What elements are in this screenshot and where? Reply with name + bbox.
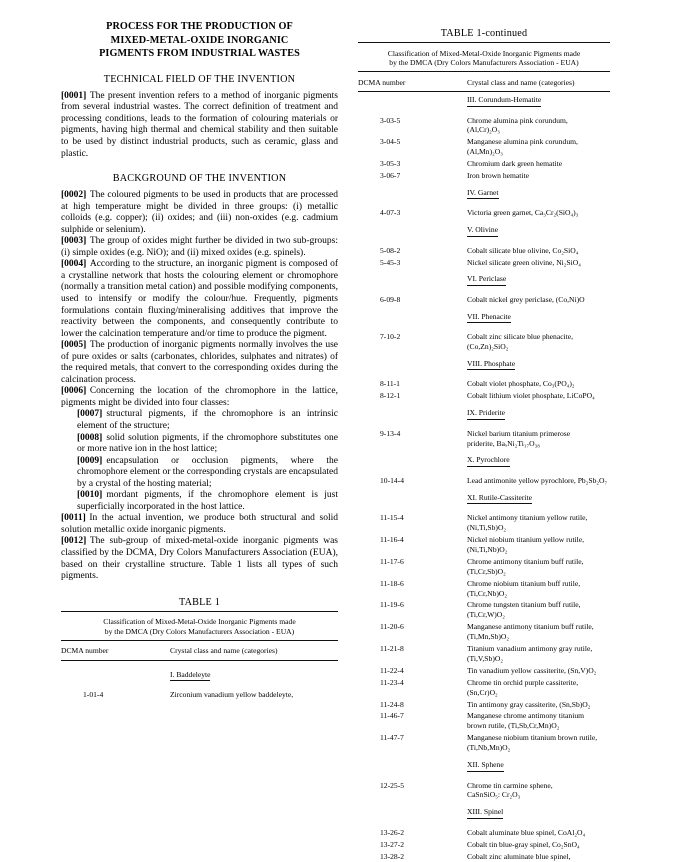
row-dcma-number (358, 311, 467, 324)
table-row (358, 621, 610, 643)
paragraph-0003 (61, 236, 338, 259)
row-dcma-number: 11-46-7 (380, 711, 404, 721)
table-row (358, 475, 610, 487)
row-crystal-name-line: (Ni,Ti,Sb)O₂ (467, 523, 507, 533)
row-crystal-name (467, 643, 610, 665)
paragraph-text: structural pigments, if the chromophore is an intrinsic element of the structure; (77, 409, 338, 431)
row-dcma-number: 3-05-3 (380, 159, 401, 169)
table-left-caption (61, 614, 338, 641)
group-label-text: IV. Garnet (467, 188, 499, 199)
table-row (358, 759, 610, 772)
row-dcma-number: 11-47-7 (380, 733, 404, 743)
row-crystal-name-line: Nickel silicate green olivine, Ni₂SiO₄ (467, 257, 581, 267)
row-crystal-name-line: (Ti,Mn,Sb)O₂ (467, 632, 510, 642)
row-crystal-name-line: Manganese alumina pink corundum, (467, 137, 578, 147)
row-dcma-number: 10-14-4 (380, 475, 405, 485)
row-crystal-name-line: Chrome alumina pink corundum, (467, 115, 568, 125)
title-line-3: PIGMENTS FROM INDUSTRIAL WASTES (99, 48, 300, 60)
row-dcma-number: 11-15-4 (380, 513, 404, 523)
table-spacer (358, 287, 610, 294)
paragraph-0004 (61, 259, 338, 340)
row-crystal-name-line: (Al,Mn)₂O₃ (467, 147, 503, 157)
table-row (358, 512, 610, 534)
row-group-label (467, 187, 610, 200)
row-crystal-name-line: Chrome tin carmine sphene, (467, 780, 553, 790)
table-row (358, 331, 610, 353)
row-dcma-number (358, 492, 467, 505)
row-dcma-number (358, 187, 467, 200)
group-label-text: VIII. Phosphate (467, 359, 515, 370)
paragraph-0006 (61, 386, 338, 409)
table-spacer (358, 421, 610, 428)
row-dcma-number (358, 358, 467, 371)
row-crystal-name-line: Cobalt zinc aluminate blue spinel, (467, 851, 571, 861)
row-dcma-number: 6-09-8 (380, 294, 401, 304)
table-row (358, 732, 610, 754)
row-crystal-name-line: CaSnSiO₅: Cr₂O₃ (467, 790, 521, 800)
row-crystal-name-line: Cobalt nickel grey periclase, (Co,Ni)O (467, 294, 585, 304)
column-header-dcma-number: DCMA number (61, 646, 109, 656)
row-crystal-name-line: Manganese antimony titanium buff rutile, (467, 622, 594, 632)
row-group-label (467, 492, 610, 505)
row-crystal-name (467, 207, 610, 219)
paragraph-number: [0004] (61, 259, 87, 270)
row-dcma-number: 13-27-2 (380, 839, 405, 849)
row-crystal-name (467, 710, 610, 732)
caption-line-1: Classification of Mixed-Metal-Oxide Inorganic Pigments made (103, 617, 296, 627)
table-row (358, 257, 610, 269)
table-row (358, 187, 610, 200)
row-dcma-number: 11-16-4 (380, 534, 404, 544)
row-crystal-name-line: Chrome tungsten titanium buff rutile, (467, 600, 581, 610)
table-spacer (358, 324, 610, 331)
row-crystal-name-line: Iron brown hematite (467, 171, 529, 181)
row-crystal-name (467, 158, 610, 170)
paragraph-0007 (77, 409, 338, 432)
table-row (61, 689, 338, 701)
row-crystal-name-line: (Sn,Cr)O₂ (467, 687, 498, 697)
table-row (358, 827, 610, 839)
group-label-text: XIII. Spinel (467, 807, 503, 818)
group-label-text: VII. Phenacite (467, 312, 511, 323)
row-crystal-name (467, 599, 610, 621)
row-crystal-name (467, 780, 610, 802)
table-left-body (61, 611, 338, 701)
row-crystal-name-line: (Ti,Cr,W)O₂ (467, 610, 505, 620)
table-row (358, 294, 610, 306)
row-group-label (467, 94, 610, 107)
row-dcma-number: 9-13-4 (380, 428, 401, 438)
paragraph-number: [0011] (61, 513, 86, 524)
row-dcma-number: 3-03-5 (380, 115, 401, 125)
row-crystal-name-line: Titanium vanadium antimony gray rutile, (467, 644, 593, 654)
paragraph-text: solid solution pigments, if the chromophore substitutes one or more native ion in the host lattice; (77, 432, 338, 455)
row-crystal-name-line: Cobalt aluminate blue spinel, CoAl₂O₄ (467, 827, 586, 837)
row-crystal-name-line: (Ti,V,Sb)O₂ (467, 653, 503, 663)
row-dcma-number: 11-24-8 (380, 699, 404, 709)
row-crystal-name-line: Chromium dark green hematite (467, 159, 563, 169)
row-dcma-number (358, 94, 467, 107)
row-crystal-name (467, 390, 610, 402)
row-crystal-name-line: (Ti,Cr,Nb)O₂ (467, 588, 508, 598)
table-row (358, 643, 610, 665)
row-dcma-number: 3-04-5 (380, 137, 401, 147)
caption-line-2: by the DMCA (Dry Colors Manufacturers Association - EUA) (104, 626, 295, 636)
group-label-text: VI. Periclase (467, 274, 506, 285)
row-crystal-name-line: Cobalt violet phosphate, Co₃(PO₄)₂ (467, 379, 575, 389)
row-dcma-number: 8-12-1 (380, 391, 401, 401)
right-column (350, 0, 700, 861)
table-right-data-rows (358, 94, 610, 862)
paragraph-0011 (61, 513, 338, 536)
document-title (61, 20, 338, 61)
row-dcma-number: 7-10-2 (380, 332, 401, 342)
row-crystal-name (467, 294, 610, 306)
row-dcma-number (358, 454, 467, 467)
row-crystal-name (467, 677, 610, 699)
paragraph-text: The group of oxides might further be divided in two sub-groups: (i) simple oxides (e.g. NiO); and (ii) mixed oxides (e.g. spinels). (61, 236, 338, 258)
table-row (358, 428, 610, 450)
table-row (358, 273, 610, 286)
row-crystal-name-line: Nickel antimony titanium yellow rutile, (467, 513, 588, 523)
table-row (358, 806, 610, 819)
table-right-header-row (358, 74, 610, 91)
table-row (358, 454, 610, 467)
table-row (358, 170, 610, 182)
row-crystal-name (467, 578, 610, 600)
table-spacer (358, 505, 610, 512)
row-crystal-name-line: Chrome tin orchid purple cassiterite, (467, 677, 579, 687)
row-group-label (467, 806, 610, 819)
paragraph-0012 (61, 536, 338, 582)
paragraph-number: [0006] (61, 386, 87, 397)
table-row (358, 699, 610, 711)
row-crystal-name (467, 136, 610, 158)
row-group-label (467, 407, 610, 420)
row-dcma-number: 3-06-7 (380, 171, 401, 181)
row-crystal-name-line: priderite, BaₓNi₂Ti₁₇O₃₈ (467, 438, 540, 448)
row-crystal-name-line: (Al,Cr)₂O₃ (467, 125, 500, 135)
table-row (358, 839, 610, 851)
row-crystal-name (467, 428, 610, 450)
paragraph-0001 (61, 91, 338, 160)
row-crystal-name-line: Cobalt silicate blue olivine, Co₂SiO₄ (467, 245, 579, 255)
left-column (0, 0, 350, 700)
row-crystal-name (467, 665, 610, 677)
paragraph-number: [0010] (77, 490, 103, 501)
row-group-label (467, 273, 610, 286)
table-row (358, 780, 610, 802)
table-row (358, 578, 610, 600)
row-dcma-number: 13-26-2 (380, 827, 405, 837)
table-row (358, 94, 610, 107)
row-group-label (467, 759, 610, 772)
row-crystal-name-line: (Ti,Cr,Sb)O₂ (467, 566, 506, 576)
row-dcma-number: 4-07-3 (380, 208, 401, 218)
row-dcma-number (61, 670, 170, 682)
paragraph-number: [0009] (77, 455, 103, 466)
row-crystal-name-line: Victoria green garnet, Ca₃Cr₂(SiO₄)₃ (467, 208, 579, 218)
row-crystal-name: Zirconium vanadium yellow baddeleyte, (170, 690, 294, 700)
table-spacer (358, 468, 610, 475)
row-crystal-name (467, 699, 610, 711)
caption-line-1: Classification of Mixed-Metal-Oxide Inorganic Pigments made (387, 48, 581, 58)
paragraph-text: The production of inorganic pigments normally involves the use of pure oxides or salts (carbonates, chlorides, sulphates and nitrates) of the required metals, that convert to the corresponding oxides during the calcination process. (61, 340, 338, 385)
row-crystal-name (467, 475, 610, 487)
row-dcma-number (358, 759, 467, 772)
paragraph-number: [0012] (61, 536, 87, 547)
row-dcma-number: 11-20-6 (380, 622, 404, 632)
table-row (358, 407, 610, 420)
row-crystal-name-line: brown rutile, (Ti,Sb,Cr,Mn)O₂ (467, 721, 560, 731)
row-crystal-name (467, 851, 610, 862)
group-label-text: V. Olivine (467, 225, 498, 236)
table-row (358, 158, 610, 170)
row-crystal-name (467, 732, 610, 754)
table-spacer (358, 773, 610, 780)
table-row (358, 136, 610, 158)
row-crystal-name-line: Nickel niobium titanium yellow rutile, (467, 534, 585, 544)
table-row (358, 311, 610, 324)
table-row (61, 670, 338, 682)
row-crystal-name (467, 245, 610, 257)
row-crystal-name-line: Chrome niobium titanium buff rutile, (467, 578, 581, 588)
table-row (358, 207, 610, 219)
row-crystal-name (467, 534, 610, 556)
row-crystal-name-line: Tin antimony gray cassiterite, (Sn,Sb)O₂ (467, 699, 591, 709)
row-crystal-name (467, 378, 610, 390)
row-dcma-number: 11-23-4 (380, 677, 404, 687)
row-crystal-name (467, 827, 610, 839)
row-dcma-number: 11-21-8 (380, 644, 404, 654)
table-row (358, 710, 610, 732)
table-right-body (358, 43, 610, 95)
table-spacer (358, 238, 610, 245)
row-group-label (467, 224, 610, 237)
row-crystal-name-line: (Co,Zn)₂SiO₂ (467, 342, 509, 352)
table-row (358, 492, 610, 505)
group-label-text: III. Corundum-Hematite (467, 95, 541, 106)
table-left-title: TABLE 1 (178, 596, 221, 608)
table-right (358, 42, 610, 862)
table-row (358, 556, 610, 578)
table-row (358, 378, 610, 390)
row-group-label (467, 454, 610, 467)
group-label-text: I. Baddeleyte (170, 670, 210, 681)
row-crystal-name (467, 839, 610, 851)
table-row (358, 224, 610, 237)
row-crystal-name-line: Lead antimonite yellow pyrochlore, Pb₂Sb₂O₇ (467, 475, 608, 485)
table-spacer (358, 371, 610, 378)
row-crystal-name-line: Nickel barium titanium primerose (467, 428, 571, 438)
table-row (358, 677, 610, 699)
table-caption-row (61, 614, 338, 641)
paragraph-text: The present invention refers to a method of inorganic pigments from several industrial wastes. The correct definition of treatment and processing conditions, leads to the formation of colouring materials or pigments, having high thermal and chemical stability and then suitable to be used by distinct industrial products, such as ceramic, glass and plastic. (61, 90, 338, 159)
paragraph-text: In the actual invention, we produce both structural and solid solution metallic oxide inorganic pigments. (61, 513, 338, 535)
row-dcma-number: 12-25-5 (380, 780, 405, 790)
caption-line-2: by the DMCA (Dry Colors Manufacturers Association - EUA) (389, 58, 579, 68)
table-row (358, 534, 610, 556)
table-left (61, 611, 338, 701)
row-dcma-number: 11-17-6 (380, 556, 404, 566)
group-label-text: IX. Priderite (467, 408, 505, 419)
table-left-header-row (61, 643, 338, 660)
row-group-label (467, 358, 610, 371)
paragraph-number: [0005] (61, 340, 87, 351)
row-dcma-number: 11-22-4 (380, 665, 404, 675)
paragraph-text: mordant pigments, if the chromophore element is just superficially incorporated in the host lattice. (77, 490, 338, 512)
column-header-crystal-class: Crystal class and name (categories) (467, 77, 575, 87)
table-spacer (61, 663, 338, 670)
table-spacer (358, 200, 610, 207)
column-header-dcma-number: DCMA number (358, 77, 406, 87)
paragraph-number: [0003] (61, 236, 87, 247)
table-row (358, 599, 610, 621)
row-crystal-name (467, 512, 610, 534)
group-label-text: XII. Sphene (467, 760, 504, 771)
row-crystal-name-line: Manganese niobium titanium brown rutile, (467, 733, 598, 743)
row-group-label (467, 311, 610, 324)
table-right-title: TABLE 1-continued (440, 28, 528, 39)
row-crystal-name (467, 621, 610, 643)
row-dcma-number: 5-45-3 (380, 257, 401, 267)
row-dcma-number: 5-08-2 (380, 245, 401, 255)
row-dcma-number (358, 224, 467, 237)
row-crystal-name-line: Manganese chrome antimony titanium (467, 711, 585, 721)
paragraph-0008 (77, 433, 338, 456)
row-crystal-name-line: (Ti,Nb,Mn)O₂ (467, 743, 511, 753)
paragraph-text: encapsulation or occlusion pigments, where the chromophore element or the corresponding crystals are encapsulated by a crystal of the hosting material; (77, 455, 338, 489)
row-dcma-number: 11-18-6 (380, 578, 404, 588)
table-row (358, 358, 610, 371)
row-group-label (170, 670, 338, 682)
table-row (358, 245, 610, 257)
paragraph-0002 (61, 190, 338, 236)
row-dcma-number: 13-28-2 (380, 851, 405, 861)
table-row (358, 115, 610, 137)
table-spacer (61, 682, 338, 689)
row-crystal-name (467, 556, 610, 578)
row-dcma-number (358, 806, 467, 819)
table-spacer (358, 108, 610, 115)
row-crystal-name-line: (Ni,Ti,Nb)O₂ (467, 544, 508, 554)
paragraph-number: [0008] (77, 432, 103, 443)
table-right-caption (358, 45, 610, 72)
group-label-text: X. Pyrochlore (467, 455, 510, 466)
row-crystal-name-line: Chrome antimony titanium buff rutile, (467, 556, 584, 566)
paragraph-text: Concerning the location of the chromophore in the lattice, pigments might be divided into four classes: (61, 386, 338, 408)
paragraph-text: The coloured pigments to be used in products that are processed at high temperature might be divided in three groups: (i) metallic colloids (e.g. copper); (ii) oxides; and (iii) non-oxides (e.g. cadmium sulphide or selenium). (61, 190, 338, 235)
row-crystal-name (467, 331, 610, 353)
table-caption-row (358, 45, 610, 72)
section-heading-technical-field: TECHNICAL FIELD OF THE INVENTION (103, 73, 296, 85)
row-crystal-name-line: Cobalt tin blue-gray spinel, Co₂SnO₄ (467, 839, 580, 849)
table-row (358, 390, 610, 402)
row-dcma-number: 11-19-6 (380, 600, 404, 610)
group-label-text: XI. Rutile-Cassiterite (467, 493, 532, 504)
title-line-2: MIXED-METAL-OXIDE INORGANIC (110, 34, 289, 46)
column-header-crystal-class: Crystal class and name (categories) (170, 646, 278, 656)
paragraph-number: [0001] (61, 90, 87, 101)
title-line-1: PROCESS FOR THE PRODUCTION OF (106, 21, 293, 32)
paragraph-0009 (77, 456, 338, 491)
section-heading-background: BACKGROUND OF THE INVENTION (112, 173, 287, 185)
table-row (358, 665, 610, 677)
row-dcma-number (358, 273, 467, 286)
table-spacer (358, 820, 610, 827)
row-crystal-name-line: Cobalt zinc silicate blue phenacite, (467, 332, 574, 342)
table-row (358, 851, 610, 862)
row-crystal-name-line: Tin vanadium yellow cassiterite, (Sn,V)O₂ (467, 665, 597, 675)
paragraph-text: The sub-group of mixed-metal-oxide inorganic pigments was classified by the DCMA, Dry Colors Manufacturers Association (EUA), based on their crystalline structure. Table 1 lists all types of such pigments. (61, 536, 338, 582)
paragraph-0005 (61, 340, 338, 386)
row-dcma-number (358, 407, 467, 420)
paragraph-number: [0002] (61, 190, 87, 201)
paragraph-text: According to the structure, an inorganic pigment is composed of a crystalline network that hosts the colouring element or chromophore (normally a transition metal cation) and possible modifying components, used to intensify or modify the colour/hue. Frequently, pigments formulations contain fluxing/mineralising additives that improve the reactivity between the components, and consequently contribute to lower the calcination temperature and/or time to produce the pigment. (61, 259, 338, 339)
paragraph-0010 (77, 490, 338, 513)
row-crystal-name (467, 257, 610, 269)
row-crystal-name-line: Cobalt lithium violet phosphate, LiCoPO₄ (467, 391, 595, 401)
row-dcma-number: 8-11-1 (380, 379, 400, 389)
row-crystal-name (467, 115, 610, 137)
row-dcma-number: 1-01-4 (83, 690, 104, 700)
row-crystal-name (467, 170, 610, 182)
paragraph-number: [0007] (77, 409, 103, 420)
